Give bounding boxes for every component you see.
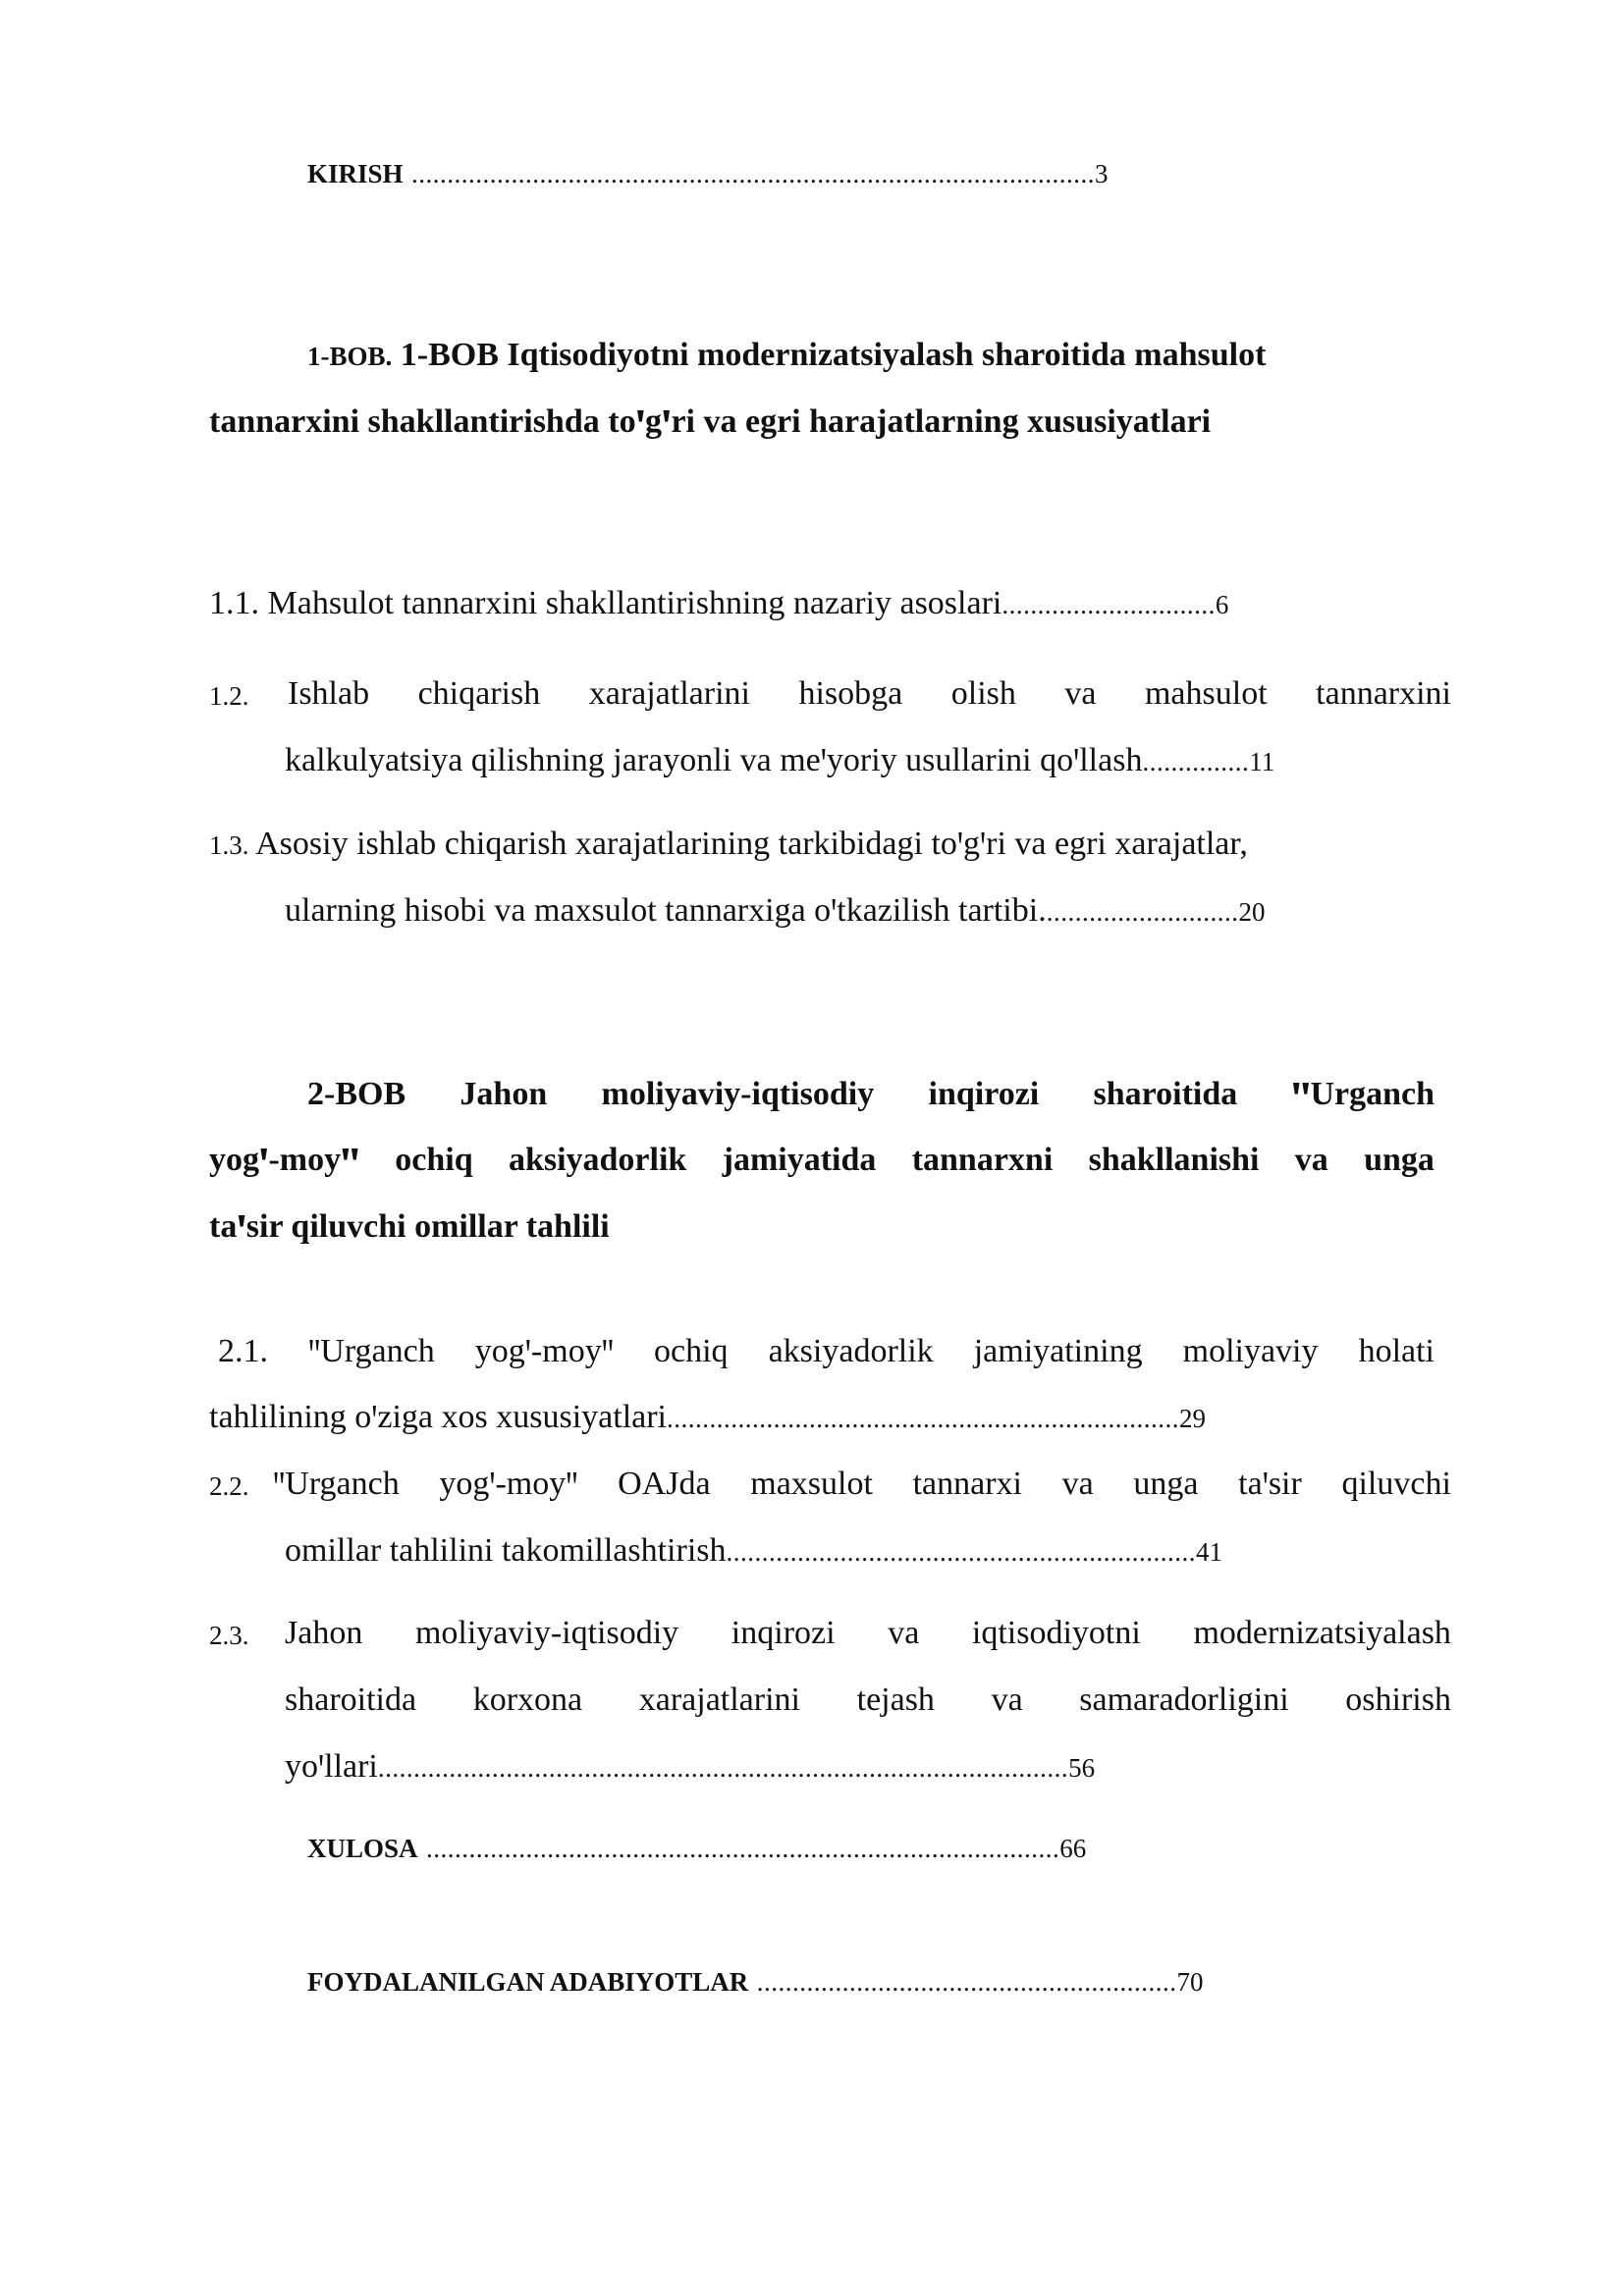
toc-entry-2-3-line1 — [285, 1614, 1451, 1653]
toc-page-number: 41 — [1196, 1537, 1223, 1567]
toc-entry-references — [307, 1961, 1204, 2002]
toc-entry-2-1-line1 — [218, 1332, 1435, 1371]
word: va — [1061, 1466, 1094, 1502]
toc-page-number: 29 — [1179, 1404, 1207, 1433]
section-number: 1.3. — [209, 830, 249, 860]
chapter-2-heading-line2 — [209, 1141, 1435, 1180]
word: inqirozi — [928, 1076, 1040, 1112]
word: samaradorligini — [1079, 1682, 1289, 1718]
toc-page-number: 6 — [1215, 590, 1229, 619]
word: OAJda — [618, 1466, 711, 1502]
toc-entry-2-1-line2 — [209, 1398, 1206, 1438]
toc-page-number: 56 — [1068, 1753, 1096, 1783]
word: tannarxni — [911, 1142, 1054, 1178]
toc-page-number: 70 — [1176, 1967, 1204, 1997]
toc-entry-1-2-line1 — [288, 674, 1451, 714]
chapter-2-heading-line3: taꞌsir qiluvchi omillar tahlili — [209, 1208, 610, 1245]
word: jamiyatida — [722, 1142, 877, 1178]
word: sharoitida — [1093, 1076, 1238, 1112]
toc-dots: .............................. — [1001, 590, 1216, 619]
word: moliyaviy-iqtisodiy — [601, 1076, 875, 1112]
word: tannarxi — [912, 1466, 1022, 1502]
word: qiluvchi — [1341, 1466, 1451, 1502]
toc-page-number: 11 — [1249, 747, 1275, 776]
word: oshirish — [1345, 1682, 1451, 1718]
section-number: 2.2. — [209, 1471, 249, 1501]
toc-entry-2-3-line3 — [285, 1747, 1095, 1788]
word: 2.1. — [218, 1333, 268, 1369]
toc-entry-text: 1.1. Mahsulot tannarxini shakllantirishning nazariy asoslari — [209, 585, 1002, 621]
chapter-1-prefix: 1-BOB. — [307, 342, 393, 371]
toc-entry-text: kalkulyatsiya qilishning jarayonli va meꞌyoriy usullarini qoꞌllash — [285, 742, 1143, 778]
chapter-2-heading-line1 — [307, 1075, 1435, 1114]
word: moliyaviy-iqtisodiy — [414, 1615, 679, 1651]
word: xarajatlarini — [638, 1682, 800, 1718]
word: yogꞌ-moyꞌꞌ — [209, 1142, 359, 1178]
toc-entry-intro — [307, 153, 1109, 193]
toc-entry-1-2-number — [209, 675, 249, 716]
word: hisobga — [798, 675, 903, 712]
word: yogꞌ-moyꞌꞌ — [439, 1466, 578, 1502]
word: modernizatsiyalash — [1193, 1615, 1451, 1651]
word: ꞌꞌUrganch — [308, 1333, 435, 1369]
toc-entry-text: tahlilining oꞌziga xos xususiyatlari — [209, 1399, 668, 1435]
toc-dots: ................................................................................................ — [411, 159, 1096, 188]
word: maxsulot — [750, 1466, 873, 1502]
chapter-1-heading-line1 — [307, 336, 1266, 376]
toc-dots: ........................................................................ — [667, 1404, 1180, 1433]
word: va — [1294, 1142, 1328, 1178]
toc-entry-1-3-line2 — [285, 891, 1265, 932]
word: jamiyatining — [973, 1333, 1143, 1369]
toc-references-label: FOYDALANILGAN ADABIYOTLAR — [307, 1967, 749, 1997]
toc-page-number: 20 — [1238, 897, 1266, 927]
word: inqirozi — [731, 1615, 836, 1651]
word: moliyaviy — [1182, 1333, 1319, 1369]
toc-entry-2-3-line2 — [285, 1681, 1451, 1720]
word: unga — [1133, 1466, 1199, 1502]
word: va — [888, 1615, 920, 1651]
word: olish — [950, 675, 1016, 712]
word: yogꞌ-moyꞌꞌ — [474, 1333, 614, 1369]
toc-entry-1-2-line2 — [285, 741, 1274, 781]
toc-conclusion-label: XULOSA — [307, 1834, 418, 1863]
word: tejash — [856, 1682, 935, 1718]
word: tannarxini — [1316, 675, 1451, 712]
word: va — [1064, 675, 1097, 712]
section-number: 2.3. — [209, 1621, 249, 1650]
toc-entry-1-1 — [209, 584, 1228, 624]
word: Jahon — [460, 1076, 548, 1112]
toc-page-number: 66 — [1059, 1834, 1087, 1863]
toc-entry-text: yoꞌllari — [285, 1748, 378, 1785]
toc-entry-2-3-number — [209, 1615, 249, 1655]
toc-entry-text: Asosiy ishlab chiqarish xarajatlarining tarkibidagi toꞌgꞌri va egri xarajatlar, — [255, 826, 1248, 862]
toc-entry-2-2-line2 — [285, 1531, 1222, 1572]
toc-entry-2-2-number — [209, 1466, 249, 1506]
word: taꞌsir — [1238, 1466, 1302, 1502]
word: va — [991, 1682, 1023, 1718]
chapter-1-heading-line2: tannarxini shakllantirishda toꞌgꞌri va egri harajatlarning xususiyatlari — [209, 403, 1212, 440]
word: iqtisodiyotni — [971, 1615, 1141, 1651]
toc-entry-text: omillar tahlilini takomillashtirish — [285, 1532, 727, 1569]
toc-dots: ................................................................................................. — [377, 1753, 1069, 1783]
word: ochiq — [395, 1142, 473, 1178]
word: sharoitida — [285, 1682, 417, 1718]
toc-dots: ............... — [1142, 747, 1250, 776]
toc-intro-label: KIRISH — [307, 159, 404, 188]
word: unga — [1364, 1142, 1435, 1178]
toc-entry-2-2-line1 — [273, 1465, 1451, 1504]
toc-dots: ........................................................... — [756, 1967, 1177, 1997]
word: shakllanishi — [1088, 1142, 1260, 1178]
toc-dots: .................................................................. — [726, 1537, 1197, 1567]
word: ꞌꞌUrganch — [273, 1466, 400, 1502]
toc-dots: ........................... — [1046, 897, 1239, 927]
toc-entry-text: ularning hisobi va maxsulot tannarxiga oꞌtkazilish tartibi. — [285, 892, 1047, 929]
word: chiqarish — [417, 675, 541, 712]
section-number: 1.2. — [209, 681, 249, 711]
word: ochiq — [654, 1333, 729, 1369]
word: aksiyadorlik — [508, 1142, 687, 1178]
toc-entry-1-3-line1 — [209, 825, 1248, 865]
word: aksiyadorlik — [768, 1333, 934, 1369]
word: korxona — [472, 1682, 583, 1718]
word: 2-BOB — [307, 1076, 406, 1112]
word: Jahon — [285, 1615, 363, 1651]
word: xarajatlarini — [588, 675, 750, 712]
toc-entry-conclusion — [307, 1828, 1086, 1868]
word: ꞌꞌUrganch — [1291, 1076, 1435, 1112]
word: Ishlab — [288, 675, 370, 712]
word: mahsulot — [1144, 675, 1268, 712]
toc-dots: ......................................................................................... — [426, 1834, 1060, 1863]
word: holati — [1358, 1333, 1435, 1369]
chapter-1-title: 1-BOB Iqtisodiyotni modernizatsiyalash sharoitida mahsulot — [400, 337, 1267, 373]
toc-page-number: 3 — [1095, 159, 1109, 188]
